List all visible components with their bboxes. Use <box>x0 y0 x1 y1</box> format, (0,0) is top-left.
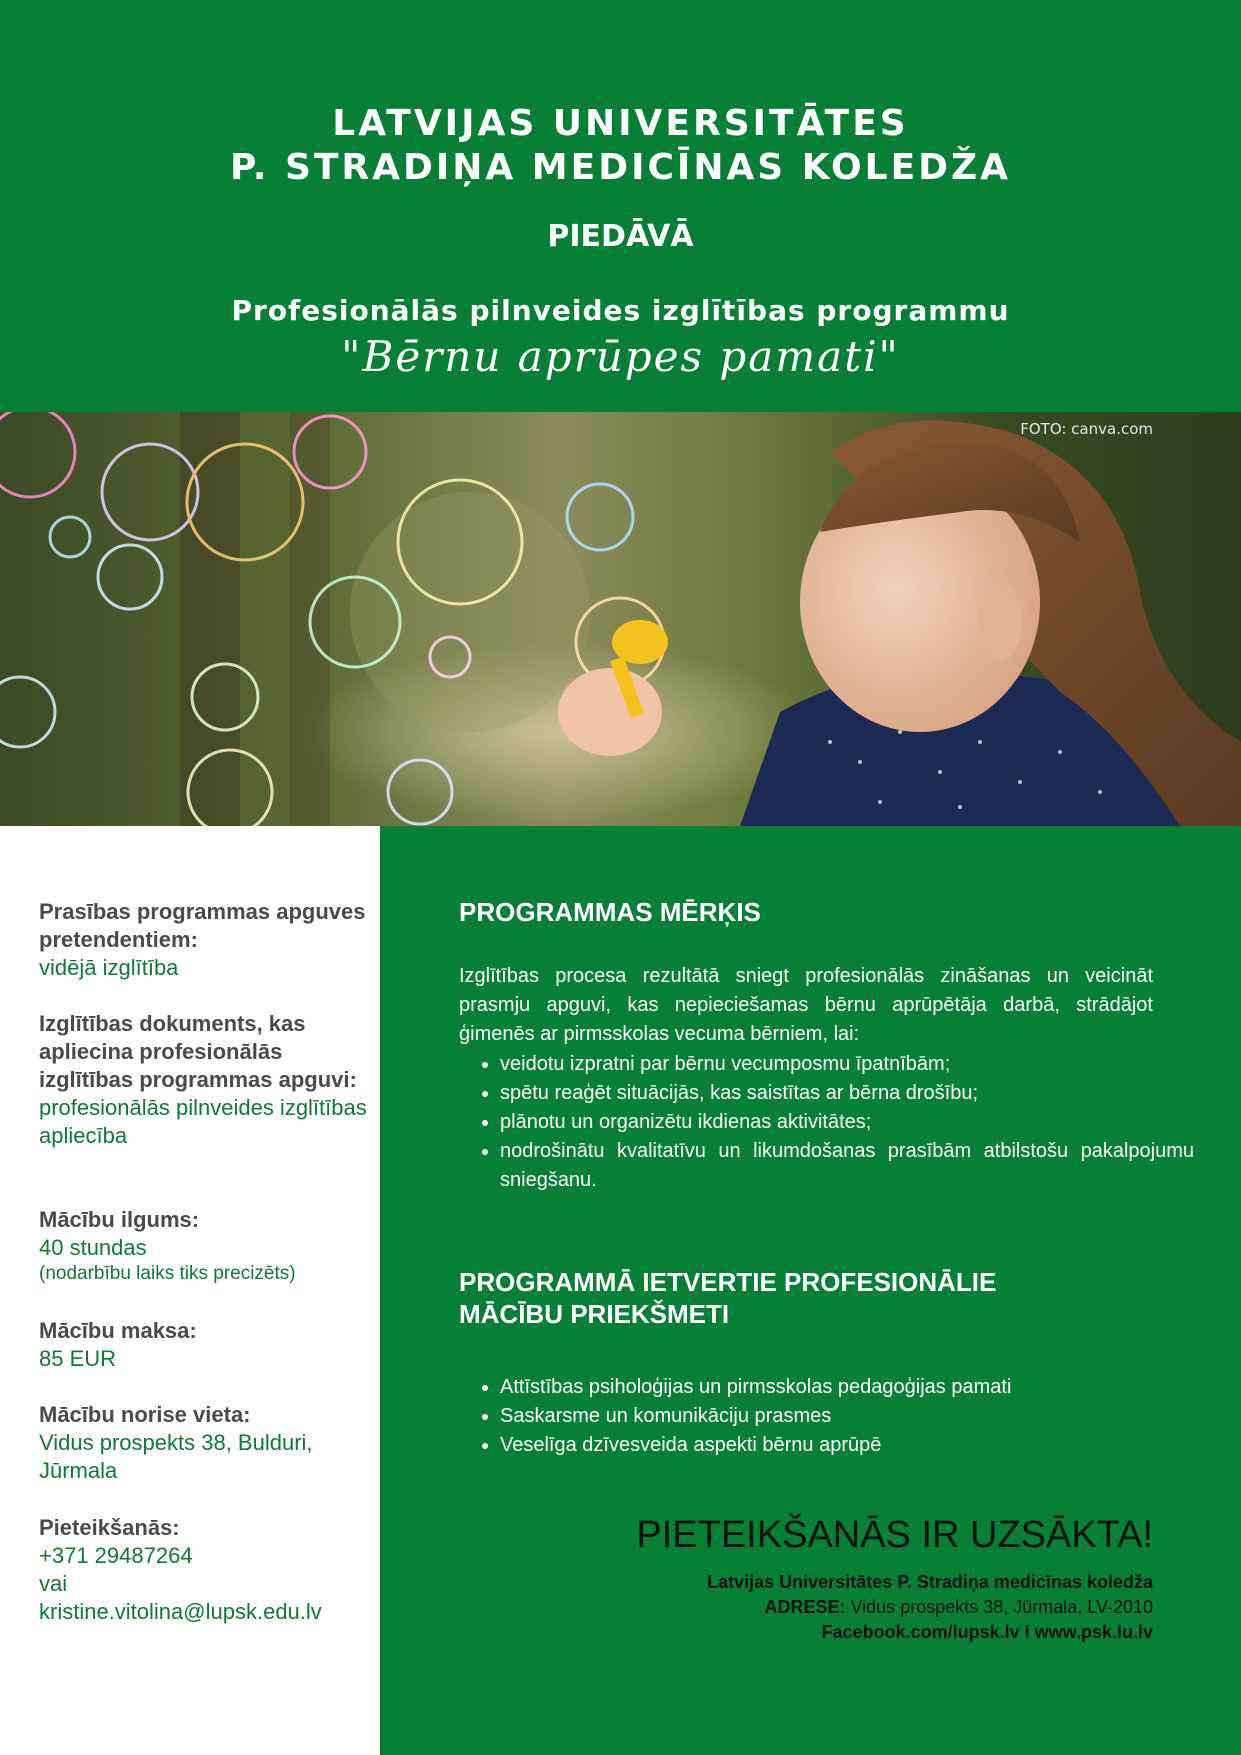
photo-illustration <box>0 412 1241 826</box>
requirements-value: vidējā izglītība <box>39 955 179 980</box>
org-name: Latvijas Universitātes P. Stradiņa medicīnas koledža <box>707 1572 1153 1592</box>
goal-text: Izglītības procesa rezultātā sniegt profesionālās zināšanas un veicināt prasmju apguvi, kas nepieciešamas bērnu aprūpētāja darbā, strādājot ģimenēs ar pirmsskolas vecuma bērniem, lai: <box>459 965 1153 1045</box>
institution-name-line2: P. STRADIŅA MEDICĪNAS KOLEDŽA <box>229 147 1012 188</box>
fee-block <box>39 1317 369 1373</box>
requirements-block <box>39 898 369 982</box>
duration-block <box>39 1206 369 1286</box>
subjects-heading-line2: MĀCĪBU PRIEKŠMETI <box>459 1299 730 1329</box>
goal-item: • plānotu un organizētu ikdienas aktivitātes; <box>500 1108 1194 1137</box>
apply-email[interactable]: kristine.vitolina@lupsk.edu.lv <box>39 1599 322 1624</box>
apply-block <box>39 1514 369 1626</box>
requirements-label: Prasības programmas apguves pretendentiem: <box>39 899 366 952</box>
duration-label: Mācību ilgums: <box>39 1207 200 1232</box>
goal-heading: PROGRAMMAS MĒRĶIS <box>459 897 761 927</box>
subjects-heading <box>459 1266 996 1330</box>
web-links[interactable]: Facebook.com/lupsk.lv I www.psk.lu.lv <box>821 1622 1153 1642</box>
subjects-heading-line1: PROGRAMMĀ IETVERTIE PROFESIONĀLIE <box>459 1267 997 1297</box>
document-value: profesionālās pilnveides izglītības apliecība <box>39 1095 367 1148</box>
offers-heading: PIEDĀVĀ <box>547 219 694 254</box>
program-type: Profesionālās pilnveides izglītības programmu <box>231 294 1010 327</box>
venue-value: Vidus prospekts 38, Bulduri, Jūrmala <box>39 1430 313 1483</box>
goal-item: • nodrošinātu kvalitatīvu un likumdošanas prasībām atbilstošu pakalpojumu sniegšanu. <box>500 1137 1194 1195</box>
info-sidebar <box>0 826 380 1755</box>
document-block <box>39 1010 369 1150</box>
duration-value: 40 stundas <box>39 1235 147 1260</box>
fee-label: Mācību maksa: <box>39 1318 197 1343</box>
goal-item: • spētu reaģēt situācijās, kas saistītas ar bērna drošību; <box>500 1079 1194 1108</box>
subject-item: • Attīstības psiholoģijas un pirmsskolas pedagoģijas pamati <box>500 1373 1194 1402</box>
program-title: "Bērnu aprūpes pamati" <box>341 332 900 381</box>
venue-label: Mācību norise vieta: <box>39 1402 251 1427</box>
photo-credit: FOTO: canva.com <box>1020 420 1153 438</box>
subject-item: • Veselīga dzīvesveida aspekti bērnu aprūpē <box>500 1431 1194 1460</box>
hero-photo <box>0 412 1241 826</box>
address-label: ADRESE: <box>764 1597 846 1617</box>
registration-open-banner: PIETEIKŠANĀS IR UZSĀKTA! <box>636 1514 1153 1556</box>
goal-item: • veidotu izpratni par bērnu vecumposmu īpatnībām; <box>500 1050 1194 1079</box>
document-label: Izglītības dokuments, kas apliecina profesionālās izglītības programmas apguvi: <box>39 1011 357 1092</box>
duration-note: (nodarbību laiks tiks precizēts) <box>39 1263 296 1284</box>
contact-info <box>707 1570 1153 1645</box>
fee-value: 85 EUR <box>39 1346 117 1371</box>
institution-name-line1: LATVIJAS UNIVERSITĀTES <box>332 103 909 144</box>
venue-block <box>39 1401 369 1485</box>
apply-label: Pieteikšanās: <box>39 1515 180 1540</box>
main-panel <box>380 826 1241 1755</box>
address-value: Vidus prospekts 38, Jūrmala, LV-2010 <box>845 1597 1153 1617</box>
header-banner <box>0 0 1241 412</box>
apply-phone[interactable]: +371 29487264 <box>39 1543 193 1568</box>
subjects-list <box>459 1373 1194 1460</box>
subject-item: • Saskarsme un komunikāciju prasmes <box>500 1402 1194 1431</box>
goal-list <box>459 1050 1194 1195</box>
apply-or: vai <box>39 1571 68 1596</box>
